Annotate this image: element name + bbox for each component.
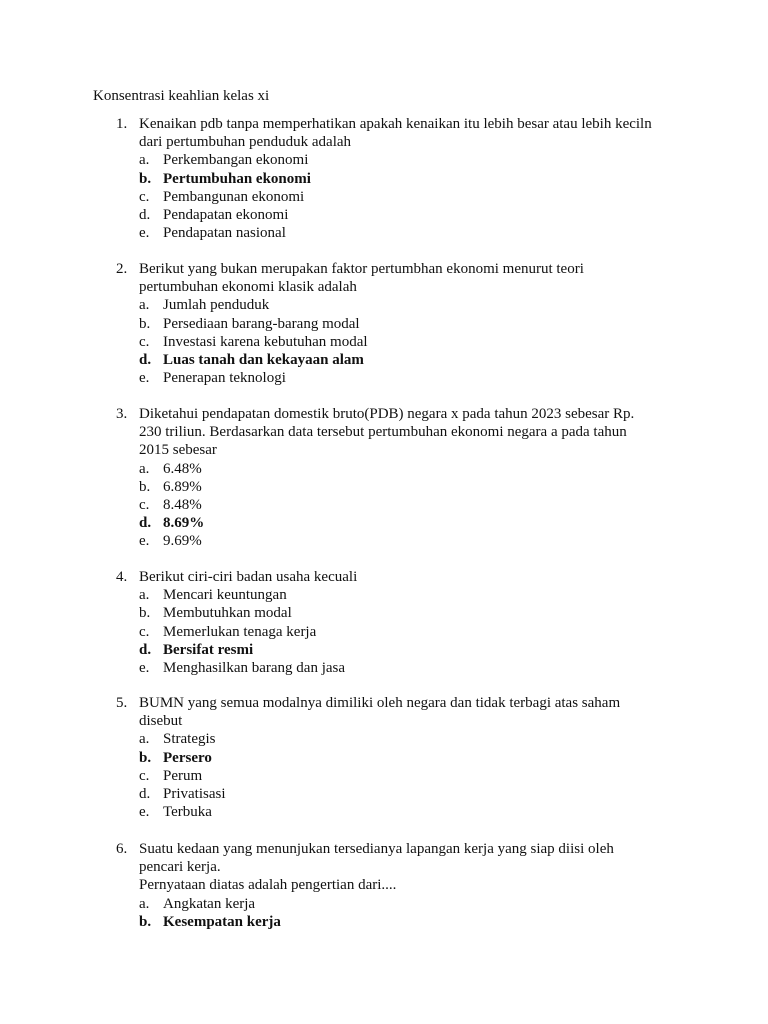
answer-option-d-correct (116, 514, 676, 532)
option-text: 6.48% (163, 460, 202, 477)
question-number: 1. (116, 116, 128, 132)
question-text: Berikut ciri-ciri badan usaha kecuali (139, 569, 358, 585)
question-4 (116, 568, 676, 677)
option-text: Privatisasi (163, 785, 226, 802)
option-letter: c. (139, 496, 150, 513)
question-line (116, 876, 676, 894)
answer-option-a (116, 730, 676, 748)
option-letter: b. (139, 605, 151, 622)
option-letter: c. (139, 333, 150, 350)
option-text: Persero (163, 749, 212, 766)
question-3 (116, 405, 676, 551)
question-line (116, 115, 676, 133)
question-line (116, 858, 676, 876)
answer-option-b (116, 604, 676, 622)
option-letter: c. (139, 623, 150, 640)
question-text: 2015 sebesar (139, 442, 217, 459)
option-letter: a. (139, 587, 150, 604)
question-line (116, 133, 676, 151)
question-text: pencari kerja. (139, 859, 221, 876)
option-letter: b. (139, 478, 151, 495)
question-6 (116, 840, 676, 931)
question-number: 3. (116, 406, 128, 422)
option-text: Membutuhkan modal (163, 605, 292, 622)
option-letter: d. (139, 785, 151, 802)
answer-option-e (116, 224, 676, 242)
question-line (116, 405, 676, 423)
option-letter: a. (139, 460, 150, 477)
answer-option-a (116, 296, 676, 314)
option-text: Penerapan teknologi (163, 370, 286, 387)
option-letter: d. (139, 641, 152, 658)
question-text: disebut (139, 713, 183, 730)
option-letter: a. (139, 895, 150, 912)
option-letter: b. (139, 170, 152, 187)
option-letter: d. (139, 351, 152, 368)
option-letter: e. (139, 804, 150, 821)
question-5 (116, 694, 676, 821)
option-text: Pendapatan ekonomi (163, 206, 289, 223)
question-number: 6. (116, 841, 128, 857)
option-text: 8.69% (163, 515, 205, 532)
option-letter: a. (139, 731, 150, 748)
question-text: Berikut yang bukan merupakan faktor pertumbhan ekonomi menurut teori (139, 261, 584, 277)
option-text: Perum (163, 767, 203, 784)
option-letter: a. (139, 152, 150, 169)
question-number: 2. (116, 261, 128, 277)
question-number: 4. (116, 569, 128, 585)
answer-option-b-correct (116, 913, 676, 931)
question-line (116, 423, 676, 441)
option-letter: a. (139, 297, 150, 314)
answer-option-d-correct (116, 351, 676, 369)
question-line (116, 278, 676, 296)
answer-option-e (116, 803, 676, 821)
question-line (116, 441, 676, 459)
question-2 (116, 260, 676, 387)
option-letter: e. (139, 659, 150, 676)
answer-option-d (116, 206, 676, 224)
option-text: 8.48% (163, 496, 202, 513)
answer-option-c (116, 496, 676, 514)
option-text: Menghasilkan barang dan jasa (163, 659, 346, 676)
option-text: 9.69% (163, 533, 202, 550)
answer-option-b-correct (116, 749, 676, 767)
answer-option-d (116, 785, 676, 803)
question-text: Diketahui pendapatan domestik bruto(PDB) negara x pada tahun 2023 sebesar Rp. (139, 406, 635, 422)
option-text: Strategis (163, 731, 216, 748)
option-letter: b. (139, 913, 152, 930)
option-letter: c. (139, 767, 150, 784)
option-letter: d. (139, 515, 152, 532)
question-text: Pernyataan diatas adalah pengertian dari.... (139, 877, 397, 894)
answer-option-b (116, 315, 676, 333)
option-letter: b. (139, 749, 152, 766)
option-text: Pendapatan nasional (163, 225, 286, 242)
question-text: BUMN yang semua modalnya dimiliki oleh negara dan tidak terbagi atas saham (139, 695, 621, 711)
answer-option-a (116, 586, 676, 604)
answer-option-a (116, 151, 676, 169)
answer-option-a (116, 895, 676, 913)
option-letter: c. (139, 188, 150, 205)
option-text: Terbuka (163, 804, 212, 821)
option-text: Bersifat resmi (163, 641, 254, 658)
option-text: Luas tanah dan kekayaan alam (163, 351, 364, 368)
answer-option-e (116, 659, 676, 677)
option-letter: d. (139, 206, 151, 223)
question-number: 5. (116, 695, 128, 711)
option-text: Angkatan kerja (163, 895, 256, 912)
question-text: Suatu kedaan yang menunjukan tersedianya lapangan kerja yang siap diisi oleh (139, 841, 614, 857)
answer-option-b (116, 478, 676, 496)
answer-option-a (116, 460, 676, 478)
question-text: Kenaikan pdb tanpa memperhatikan apakah kenaikan itu lebih besar atau lebih keciln (139, 116, 652, 132)
question-text: pertumbuhan ekonomi klasik adalah (139, 279, 357, 296)
option-text: 6.89% (163, 478, 202, 495)
option-text: Mencari keuntungan (163, 587, 287, 604)
question-line (116, 260, 676, 278)
question-line (116, 712, 676, 730)
answer-option-c (116, 188, 676, 206)
option-text: Kesempatan kerja (163, 913, 281, 930)
answer-option-c (116, 333, 676, 351)
option-text: Pembangunan ekonomi (163, 188, 305, 205)
option-letter: e. (139, 370, 150, 387)
answer-option-c (116, 767, 676, 785)
document-title: Konsentrasi keahlian kelas xi (93, 88, 270, 104)
answer-option-b-correct (116, 170, 676, 188)
option-letter: b. (139, 315, 151, 332)
option-text: Investasi karena kebutuhan modal (163, 333, 368, 350)
option-text: Perkembangan ekonomi (163, 152, 309, 169)
question-line (116, 840, 676, 858)
option-text: Jumlah penduduk (163, 297, 270, 314)
answer-option-e (116, 369, 676, 387)
answer-option-e (116, 532, 676, 550)
question-line (116, 568, 676, 586)
option-text: Pertumbuhan ekonomi (163, 170, 311, 187)
option-letter: e. (139, 533, 150, 550)
question-line (116, 694, 676, 712)
question-text: dari pertumbuhan penduduk adalah (139, 134, 352, 151)
option-letter: e. (139, 225, 150, 242)
answer-option-c (116, 623, 676, 641)
answer-option-d-correct (116, 641, 676, 659)
option-text: Persediaan barang-barang modal (163, 315, 360, 332)
question-text: 230 triliun. Berdasarkan data tersebut pertumbuhan ekonomi negara a pada tahun (139, 424, 627, 441)
question-1 (116, 115, 676, 242)
option-text: Memerlukan tenaga kerja (163, 623, 317, 640)
